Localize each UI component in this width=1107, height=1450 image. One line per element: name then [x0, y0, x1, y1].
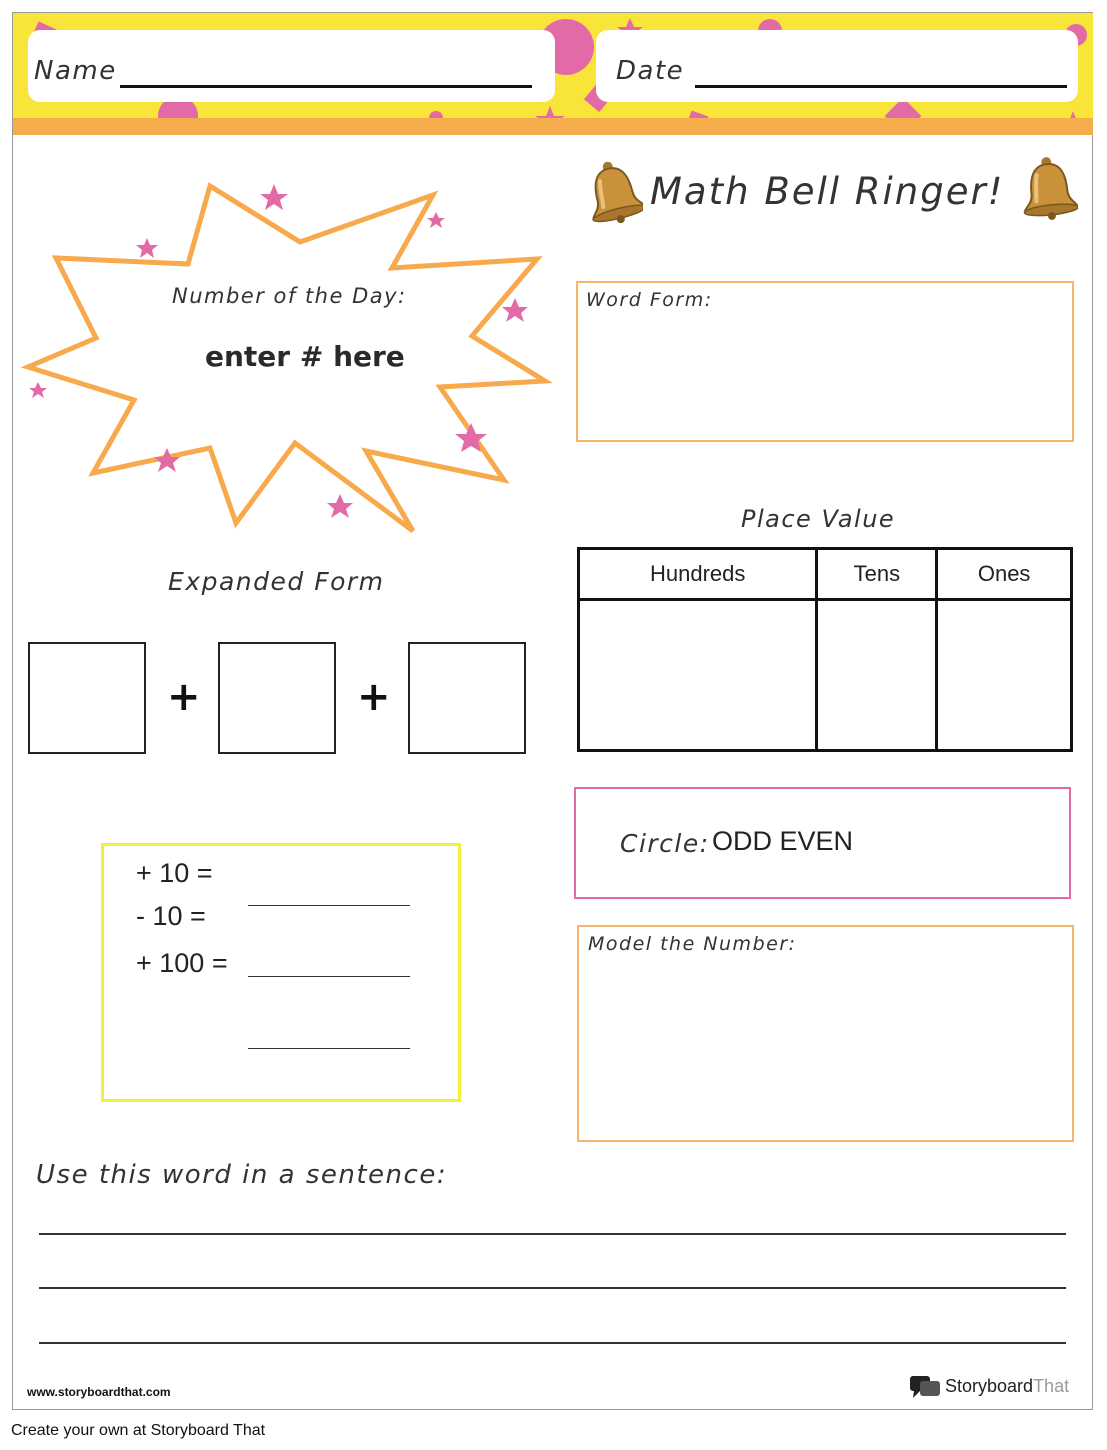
- sentence-label: Use this word in a sentence:: [36, 1160, 448, 1190]
- plus-sign: +: [167, 674, 201, 720]
- date-field-box: [596, 30, 1078, 102]
- place-value-cell-tens[interactable]: [817, 600, 937, 751]
- operation-plus-10: + 10 =: [136, 858, 213, 888]
- odd-even-options[interactable]: ODD EVEN: [712, 826, 854, 856]
- bell-icon: [1020, 152, 1078, 224]
- word-form-label: Word Form:: [586, 289, 713, 311]
- answer-line[interactable]: [248, 905, 410, 906]
- date-label: Date: [616, 56, 685, 86]
- bell-icon: [585, 158, 643, 226]
- place-value-header-tens: Tens: [817, 549, 937, 600]
- worksheet-title: Math Bell Ringer!: [650, 170, 1005, 213]
- name-field-box: [28, 30, 555, 102]
- storyboardthat-logo[interactable]: [908, 1374, 1083, 1402]
- answer-line[interactable]: [248, 1048, 410, 1049]
- storyboardthat-logo-icon: [908, 1374, 942, 1400]
- brand-name-accent: That: [1033, 1376, 1070, 1396]
- odd-even-box: [574, 787, 1071, 899]
- date-input-line[interactable]: [695, 85, 1067, 88]
- model-number-label: Model the Number:: [588, 933, 797, 955]
- number-of-day-label: Number of the Day:: [172, 284, 407, 308]
- word-form-box[interactable]: [576, 281, 1074, 442]
- operation-minus-10: - 10 =: [136, 901, 206, 931]
- credit-text[interactable]: Create your own at Storyboard That: [11, 1422, 266, 1439]
- model-number-box[interactable]: [577, 925, 1074, 1142]
- place-value-cell-hundreds[interactable]: [579, 600, 817, 751]
- brand-name-main: Storyboard: [945, 1376, 1034, 1396]
- place-value-header-ones: Ones: [937, 549, 1072, 600]
- number-of-day-value[interactable]: enter # here: [205, 340, 405, 373]
- place-value-cell-ones[interactable]: [937, 600, 1072, 751]
- footer-url[interactable]: www.storyboardthat.com: [27, 1385, 171, 1399]
- expanded-form-box[interactable]: [408, 642, 526, 754]
- name-input-line[interactable]: [120, 85, 532, 88]
- plus-sign: +: [357, 674, 391, 720]
- expanded-form-title: Expanded Form: [168, 567, 385, 596]
- sentence-line[interactable]: [39, 1233, 1066, 1235]
- place-value-title: Place Value: [741, 505, 896, 533]
- answer-line[interactable]: [248, 976, 410, 977]
- expanded-form-box[interactable]: [218, 642, 336, 754]
- circle-label: Circle:: [620, 829, 710, 858]
- expanded-form-box[interactable]: [28, 642, 146, 754]
- sentence-line[interactable]: [39, 1287, 1066, 1289]
- place-value-header-hundreds: Hundreds: [579, 549, 817, 600]
- operation-plus-100: + 100 =: [136, 948, 228, 978]
- header-stripe: [13, 118, 1093, 135]
- sentence-line[interactable]: [39, 1342, 1066, 1344]
- name-label: Name: [34, 56, 117, 86]
- place-value-table: [577, 547, 1073, 752]
